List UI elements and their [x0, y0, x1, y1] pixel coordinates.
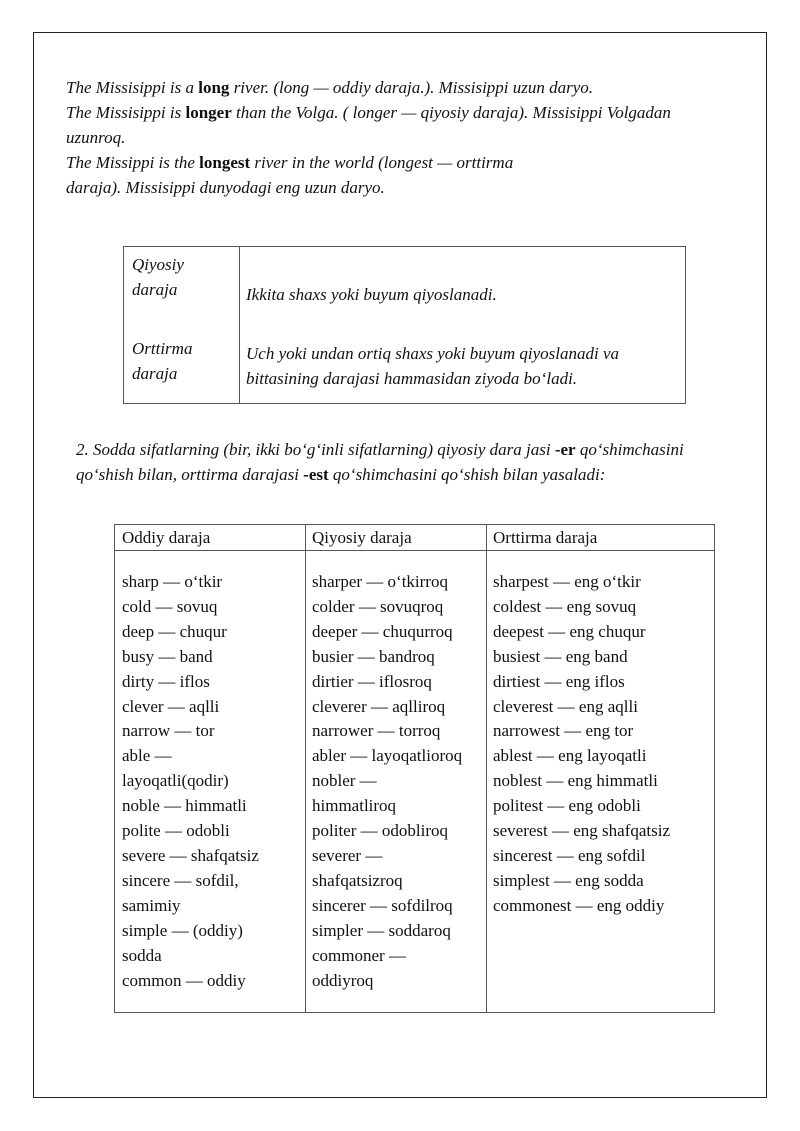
example-keyword: long	[198, 78, 230, 97]
table-cell-line: deepest — eng chuqur	[493, 621, 646, 641]
table-cell-line: sharpest — eng o‘tkir	[493, 572, 641, 591]
column-header-orttirma: Orttirma daraja	[493, 528, 598, 547]
table-cell-line: narrower — torroq	[312, 721, 441, 741]
table-cell-line: dirtiest — eng iflos	[493, 671, 625, 691]
rule-paragraph	[76, 437, 696, 487]
example-text: than the Volga. ( longer — qiyosiy daraja). Missisippi Volgadan uzunroq.	[66, 103, 671, 147]
definition-text	[246, 341, 619, 391]
rule-text: qo‘shimchasini qo‘shish bilan yasaladi:	[328, 465, 606, 484]
table-cell-line: noblest — eng himmatli	[493, 771, 658, 791]
example-keyword: longest	[199, 153, 251, 172]
column-divider	[486, 525, 487, 1012]
term-line: daraja	[132, 280, 178, 299]
text-line: bittasining darajasi hammasidan ziyoda bo‘ladi.	[246, 369, 578, 388]
rule-text: 2. Sodda sifatlarning (bir, ikki bo‘g‘inli sifatlarning) qiyosiy dara jasi	[76, 440, 555, 459]
table-cell-line: sharp — o‘tkir	[122, 572, 223, 591]
intro-examples	[66, 75, 716, 200]
table-cell-line: noble — himmatli	[122, 796, 247, 816]
table-cell-line: sharper — o‘tkirroq	[312, 572, 448, 591]
table-cell-line: sincerer — sofdilroq	[312, 895, 453, 915]
suffix-er: -er	[554, 440, 576, 459]
example-text: river. (long — oddiy daraja.). Missisippi uzun daryo.	[229, 78, 594, 97]
table-cell-line: able —	[122, 746, 172, 766]
definition-term	[132, 336, 192, 386]
table-cell-line: simpler — soddaroq	[312, 920, 451, 940]
table-cell-line: dirtier — iflosroq	[312, 671, 432, 691]
table-cell-line: severer —	[312, 845, 383, 865]
table-cell-line: busy — band	[122, 646, 213, 666]
table-cell-line: ablest — eng layoqatli	[493, 746, 647, 766]
table-cell-line: colder — sovuqroq	[312, 596, 444, 616]
table-cell-line: simple — (oddiy)	[122, 920, 243, 940]
table-cell-line: dirty — iflos	[122, 671, 210, 691]
suffix-est: -est	[303, 465, 329, 484]
term-line: daraja	[132, 364, 178, 383]
table-cell-line: narrow — tor	[122, 721, 215, 741]
table-cell-line: sodda	[122, 945, 162, 965]
example-longer	[66, 100, 716, 150]
table-divider	[239, 247, 240, 403]
table-cell-line: clever — aqlli	[122, 696, 220, 716]
table-cell-line: common — oddiy	[122, 970, 246, 990]
table-cell-line: samimiy	[122, 895, 181, 915]
table-cell-line: busiest — eng band	[493, 646, 628, 666]
column-divider	[305, 525, 306, 1012]
term-line: Qiyosiy	[132, 255, 184, 274]
table-cell-line: cleverest — eng aqlli	[493, 696, 638, 716]
table-cell-line: nobler —	[312, 771, 377, 791]
column-orttirma	[493, 570, 670, 919]
text-line: Uch yoki undan ortiq shaxs yoki buyum qiyoslanadi va	[246, 344, 619, 363]
definitions-table	[123, 246, 686, 404]
table-cell-line: cleverer — aqlliroq	[312, 696, 446, 716]
definition-text: Ikkita shaxs yoki buyum qiyoslanadi.	[246, 285, 497, 304]
example-text: river in the world (longest — orttirma daraja). Missisippi dunyodagi eng uzun daryo.	[66, 153, 514, 197]
table-cell-line: politest — eng odobli	[493, 796, 641, 816]
column-oddiy	[122, 570, 259, 993]
table-cell-line: oddiyroq	[312, 970, 374, 990]
example-long	[66, 75, 716, 100]
table-cell-line: sincere — sofdil,	[122, 870, 239, 890]
term-line: Orttirma	[132, 339, 193, 358]
example-text: The Missisippi is	[66, 103, 186, 122]
table-cell-line: commoner —	[312, 945, 406, 965]
header-divider	[115, 550, 714, 551]
table-cell-line: simplest — eng sodda	[493, 870, 644, 890]
table-cell-line: deeper — chuqurroq	[312, 621, 453, 641]
example-longest	[66, 150, 566, 200]
table-cell-line: shafqatsizroq	[312, 870, 403, 890]
table-cell-line: layoqatli(qodir)	[122, 771, 229, 791]
table-cell-line: severe — shafqatsiz	[122, 845, 259, 865]
table-cell-line: deep — chuqur	[122, 621, 227, 641]
table-cell-line: narrowest — eng tor	[493, 721, 634, 741]
column-header-oddiy: Oddiy daraja	[122, 528, 211, 547]
definition-term	[132, 252, 184, 302]
table-cell-line: himmatliroq	[312, 796, 397, 816]
table-cell-line: politer — odobliroq	[312, 821, 448, 841]
table-cell-line: polite — odobli	[122, 821, 230, 841]
table-cell-line: severest — eng shafqatsiz	[493, 821, 671, 841]
example-text: The Missippi is the	[66, 153, 200, 172]
rule-text: qo‘shimchasini qo‘shish bilan, orttirma darajasi	[76, 440, 684, 484]
column-qiyosiy	[312, 570, 462, 993]
table-cell-line: busier — bandroq	[312, 646, 435, 666]
column-header-qiyosiy: Qiyosiy daraja	[312, 528, 412, 547]
table-cell-line: commonest — eng oddiy	[493, 895, 665, 915]
example-text: The Missisippi is a	[66, 78, 199, 97]
table-cell-line: sincerest — eng sofdil	[493, 845, 646, 865]
table-cell-line: cold — sovuq	[122, 596, 218, 616]
table-cell-line: coldest — eng sovuq	[493, 596, 637, 616]
table-cell-line: abler — layoqatlioroq	[312, 746, 463, 766]
example-keyword: longer	[185, 103, 232, 122]
adjective-table	[114, 524, 715, 1013]
